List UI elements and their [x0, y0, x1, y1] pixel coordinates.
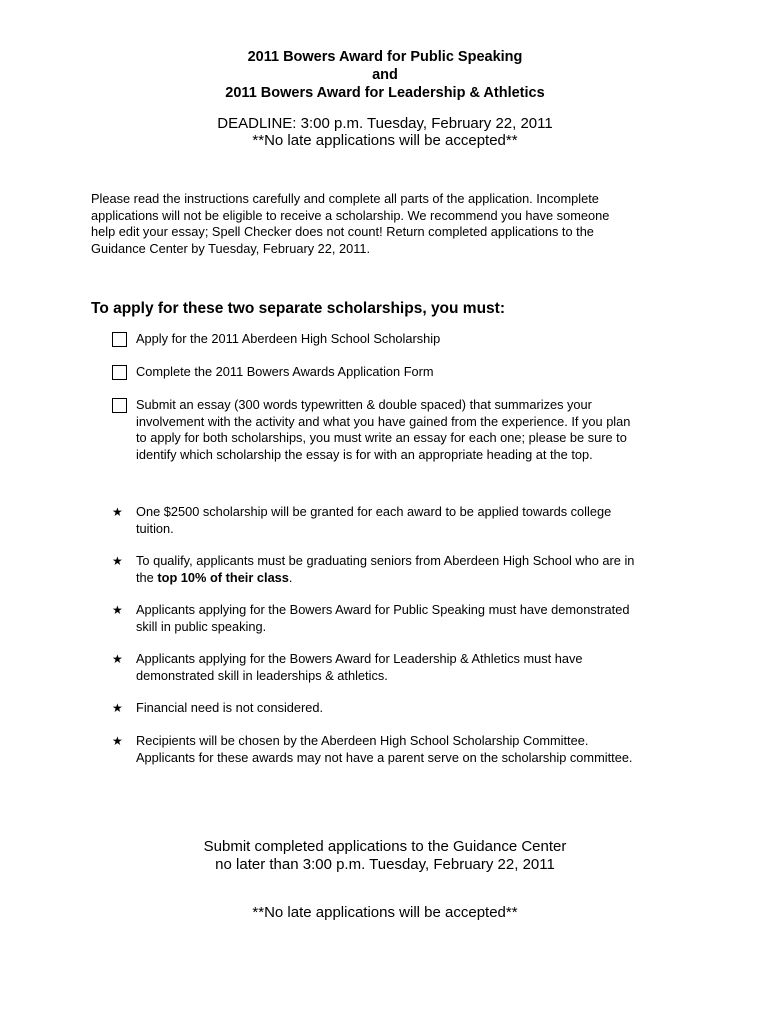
note-text: skill in public speaking.: [136, 618, 267, 634]
note-text: Recipients will be chosen by the Aberdeen High School Scholarship Committee.: [136, 733, 589, 748]
intro-line: applications will not be eligible to receive a scholarship. We recommend you have someone: [91, 207, 610, 223]
star-bullet-icon: ★: [112, 603, 123, 617]
no-late-notice-bottom: **No late applications will be accepted**: [252, 904, 518, 921]
checkbox[interactable]: [112, 398, 127, 413]
title-line-2: and: [372, 67, 398, 83]
intro-line: Please read the instructions carefully and complete all parts of the application. Incomplete: [91, 191, 599, 206]
star-bullet-icon: ★: [112, 701, 123, 715]
requirements-heading: To apply for these two separate scholarships, you must:: [91, 300, 505, 317]
note-text-line: [136, 570, 634, 587]
submit-instructions-line-1: Submit completed applications to the Guidance Center: [203, 838, 567, 855]
requirement-text: Apply for the 2011 Aberdeen High School Scholarship: [136, 331, 441, 346]
title-line-1: 2011 Bowers Award for Public Speaking: [247, 49, 523, 65]
requirement-text: Complete the 2011 Bowers Awards Application Form: [136, 364, 434, 379]
requirement-text: Submit an essay (300 words typewritten & double spaced) that summarizes your: [136, 397, 592, 412]
checkbox[interactable]: [112, 332, 127, 347]
title-line-3: 2011 Bowers Award for Leadership & Athletics: [225, 85, 545, 101]
requirement-text: involvement with the activity and what you have gained from the experience. If you plan: [136, 413, 631, 429]
star-bullet-icon: ★: [112, 554, 123, 568]
star-bullet-icon: ★: [112, 734, 123, 748]
star-bullet-icon: ★: [112, 505, 123, 519]
note-text: tuition.: [136, 520, 174, 536]
note-text: the: [136, 569, 158, 585]
intro-line: help edit your essay; Spell Checker does not count! Return completed applications to the: [91, 224, 594, 239]
top-ten-percent-emphasis: top 10% of their class: [157, 569, 289, 585]
note-text: Financial need is not considered.: [136, 700, 324, 715]
no-late-notice-top: **No late applications will be accepted**: [252, 132, 518, 149]
note-text: demonstrated skill in leaderships & athletics.: [136, 667, 388, 683]
note-text: To qualify, applicants must be graduating seniors from Aberdeen High School who are in: [136, 553, 635, 568]
note-text: Applicants applying for the Bowers Award for Public Speaking must have demonstrated: [136, 602, 630, 617]
note-text: .: [288, 569, 293, 585]
submit-instructions-line-2: no later than 3:00 p.m. Tuesday, February 22, 2011: [215, 856, 555, 873]
intro-paragraph: [91, 191, 691, 257]
checkbox[interactable]: [112, 365, 127, 380]
star-bullet-icon: ★: [112, 652, 123, 666]
requirement-text: to apply for both scholarships, you must write an essay for each one; please be sure to: [136, 430, 627, 445]
note-text: One $2500 scholarship will be granted for each award to be applied towards college: [136, 504, 612, 519]
deadline-text: DEADLINE: 3:00 p.m. Tuesday, February 22, 2011: [217, 115, 553, 132]
requirement-text: identify which scholarship the essay is for with an appropriate heading at the top.: [136, 446, 593, 462]
note-text: Applicants for these awards may not have a parent serve on the scholarship committee.: [136, 749, 633, 765]
intro-line: Guidance Center by Tuesday, February 22, 2011.: [91, 240, 371, 256]
note-text: Applicants applying for the Bowers Award for Leadership & Athletics must have: [136, 651, 583, 666]
